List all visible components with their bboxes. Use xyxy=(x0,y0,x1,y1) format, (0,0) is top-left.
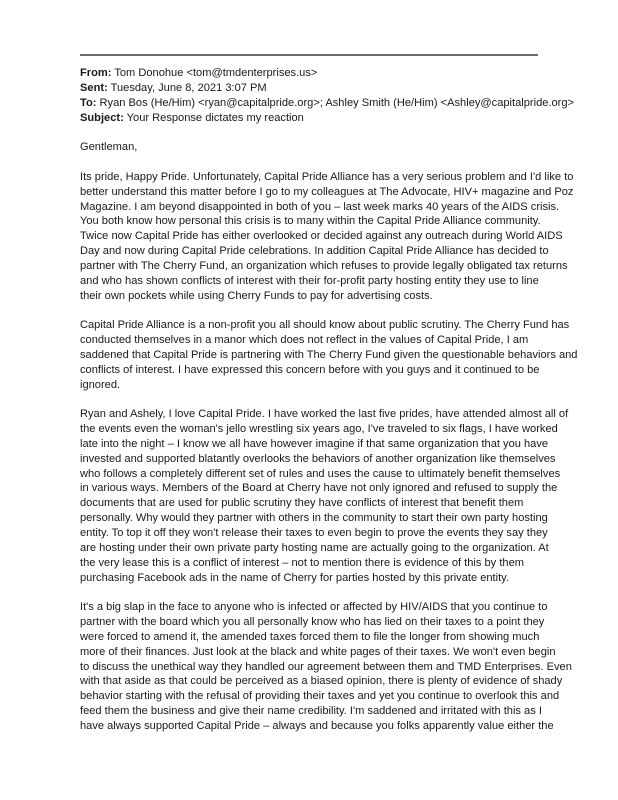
paragraph-line: entity. To top it off they won't release their taxes to even begin to prove the events they say they xyxy=(80,526,548,539)
to-label: To: xyxy=(80,96,97,109)
paragraph-line: the events even the woman's jello wrestling six years ago, I've traveled to six flags, I have worked xyxy=(80,423,558,436)
header-divider-line xyxy=(80,54,538,56)
paragraph-line: feed them the business and give their name credibility. I'm saddened and irritated with this as I xyxy=(80,705,542,718)
paragraph-line: the very lease this is a conflict of interest – not to mention there is evidence of this by them xyxy=(80,556,524,569)
paragraph-line: late into the night – I know we all have however imagine if that same organization that you have xyxy=(80,437,549,450)
paragraph-line: invested and supported blatantly overlooks the behaviors of another organization like themselves xyxy=(80,452,556,465)
paragraph-line: Ryan and Ashely, I love Capital Pride. I have worked the last five prides, have attended almost all of xyxy=(80,408,569,421)
to-value: Ryan Bos (He/Him) <ryan@capitalpride.org>; Ashley Smith (He/Him) <Ashley@capitalpride.org> xyxy=(99,96,575,109)
sent-label: Sent: xyxy=(80,81,108,94)
paragraph-line: documents that are used for public scrutiny they have conflicts of interest that benefit them xyxy=(80,497,524,510)
paragraph-line: behavior starting with the refusal of providing their taxes and yet you continue to overlook this and xyxy=(80,690,560,703)
paragraph-line: Capital Pride Alliance is a non-profit you all should know about public scrutiny. The Cherry Fund has xyxy=(80,319,570,332)
subject-line xyxy=(80,111,546,126)
paragraph-line: who follows a completely different set of rules and uses the cause to ultimately benefit themselves xyxy=(80,467,561,480)
paragraph-line: with that aside as that could be perceived as a biased opinion, there is plenty of evidence of shady xyxy=(80,675,563,688)
greeting: Gentleman, xyxy=(80,141,138,154)
sent-value: Tuesday, June 8, 2021 3:07 PM xyxy=(110,81,267,94)
paragraph-line: personally. Why would they partner with others in the community to start their own party hosting xyxy=(80,512,548,525)
paragraph-line: partner with The Cherry Fund, an organization which refuses to provide legally obligated tax returns xyxy=(80,259,568,272)
from-value: Tom Donohue <tom@tmdenterprises.us> xyxy=(114,67,318,79)
paragraph-line: Its pride, Happy Pride. Unfortunately, Capital Pride Alliance has a very serious problem and I'd like to xyxy=(80,170,574,183)
paragraph-line: have always supported Capital Pride – always and because you folks apparently value either the xyxy=(80,719,554,732)
paragraph-line: Twice now Capital Pride has either overlooked or decided against any outreach during World AIDS xyxy=(80,230,563,243)
body-paragraph-3 xyxy=(80,407,569,585)
paragraph-line: Day and now during Capital Pride celebrations. In addition Capital Pride Alliance has decided to xyxy=(80,245,549,258)
paragraph-line: and who has shown conflicts of interest with their for-profit party hosting entity they use to line xyxy=(80,274,539,287)
paragraph-line: were forced to amend it, the amended taxes forced them to file the longer from showing much xyxy=(80,630,540,643)
subject-value: Your Response dictates my reaction xyxy=(126,111,304,124)
paragraph-line: Magazine. I am beyond disappointed in both of you – last week marks 40 years of the AIDS crisis. xyxy=(80,200,560,213)
paragraph-line: in various ways. Members of the Board at Cherry have not only ignored and refused to supply the xyxy=(80,482,558,495)
paragraph-line: ignored. xyxy=(80,378,121,391)
email-content xyxy=(80,66,578,734)
from-line xyxy=(80,66,546,81)
paragraph-line: more of their finances. Just look at the black and white pages of their taxes. We won't even begin xyxy=(80,645,556,658)
paragraph-line: to discuss the unethical way they handled our agreement between them and TMD Enterprises. Even xyxy=(80,660,572,673)
paragraph-line: better understand this matter before I go to my colleagues at The Advocate, HIV+ magazine and Poz xyxy=(80,185,574,198)
paragraph-line: conducted themselves in a manor which does not reflect in the values of Capital Pride, I am xyxy=(80,334,529,347)
paragraph-line: partner with the board which you all personally know who has lied on their taxes to a point they xyxy=(80,615,545,628)
body-paragraph-4 xyxy=(80,600,572,734)
paragraph-line: their own pockets while using Cherry Funds to pay for advertising costs. xyxy=(80,289,433,302)
paragraph-line: purchasing Facebook ads in the name of Cherry for parties hosted by this private entity. xyxy=(80,571,509,584)
paragraph-line: You both know how personal this crisis is to many within the Capital Pride Alliance community. xyxy=(80,215,541,228)
body-paragraph-2 xyxy=(80,318,578,392)
paragraph-line: are hosting under their own private party hosting name are actually going to the organization. At xyxy=(80,541,549,554)
to-line xyxy=(80,96,575,111)
body-paragraph-1 xyxy=(80,170,574,304)
paragraph-line: It's a big slap in the face to anyone who is infected or affected by HIV/AIDS that you continue to xyxy=(80,601,548,614)
sent-line xyxy=(80,81,546,96)
from-label: From: xyxy=(80,67,112,79)
subject-label: Subject: xyxy=(80,111,124,124)
paragraph-line: saddened that Capital Pride is partnering with The Cherry Fund given the questionable behaviors and xyxy=(80,348,578,361)
paragraph-line: conflicts of interest. I have expressed this concern before with you guys and it continued to be xyxy=(80,363,540,376)
